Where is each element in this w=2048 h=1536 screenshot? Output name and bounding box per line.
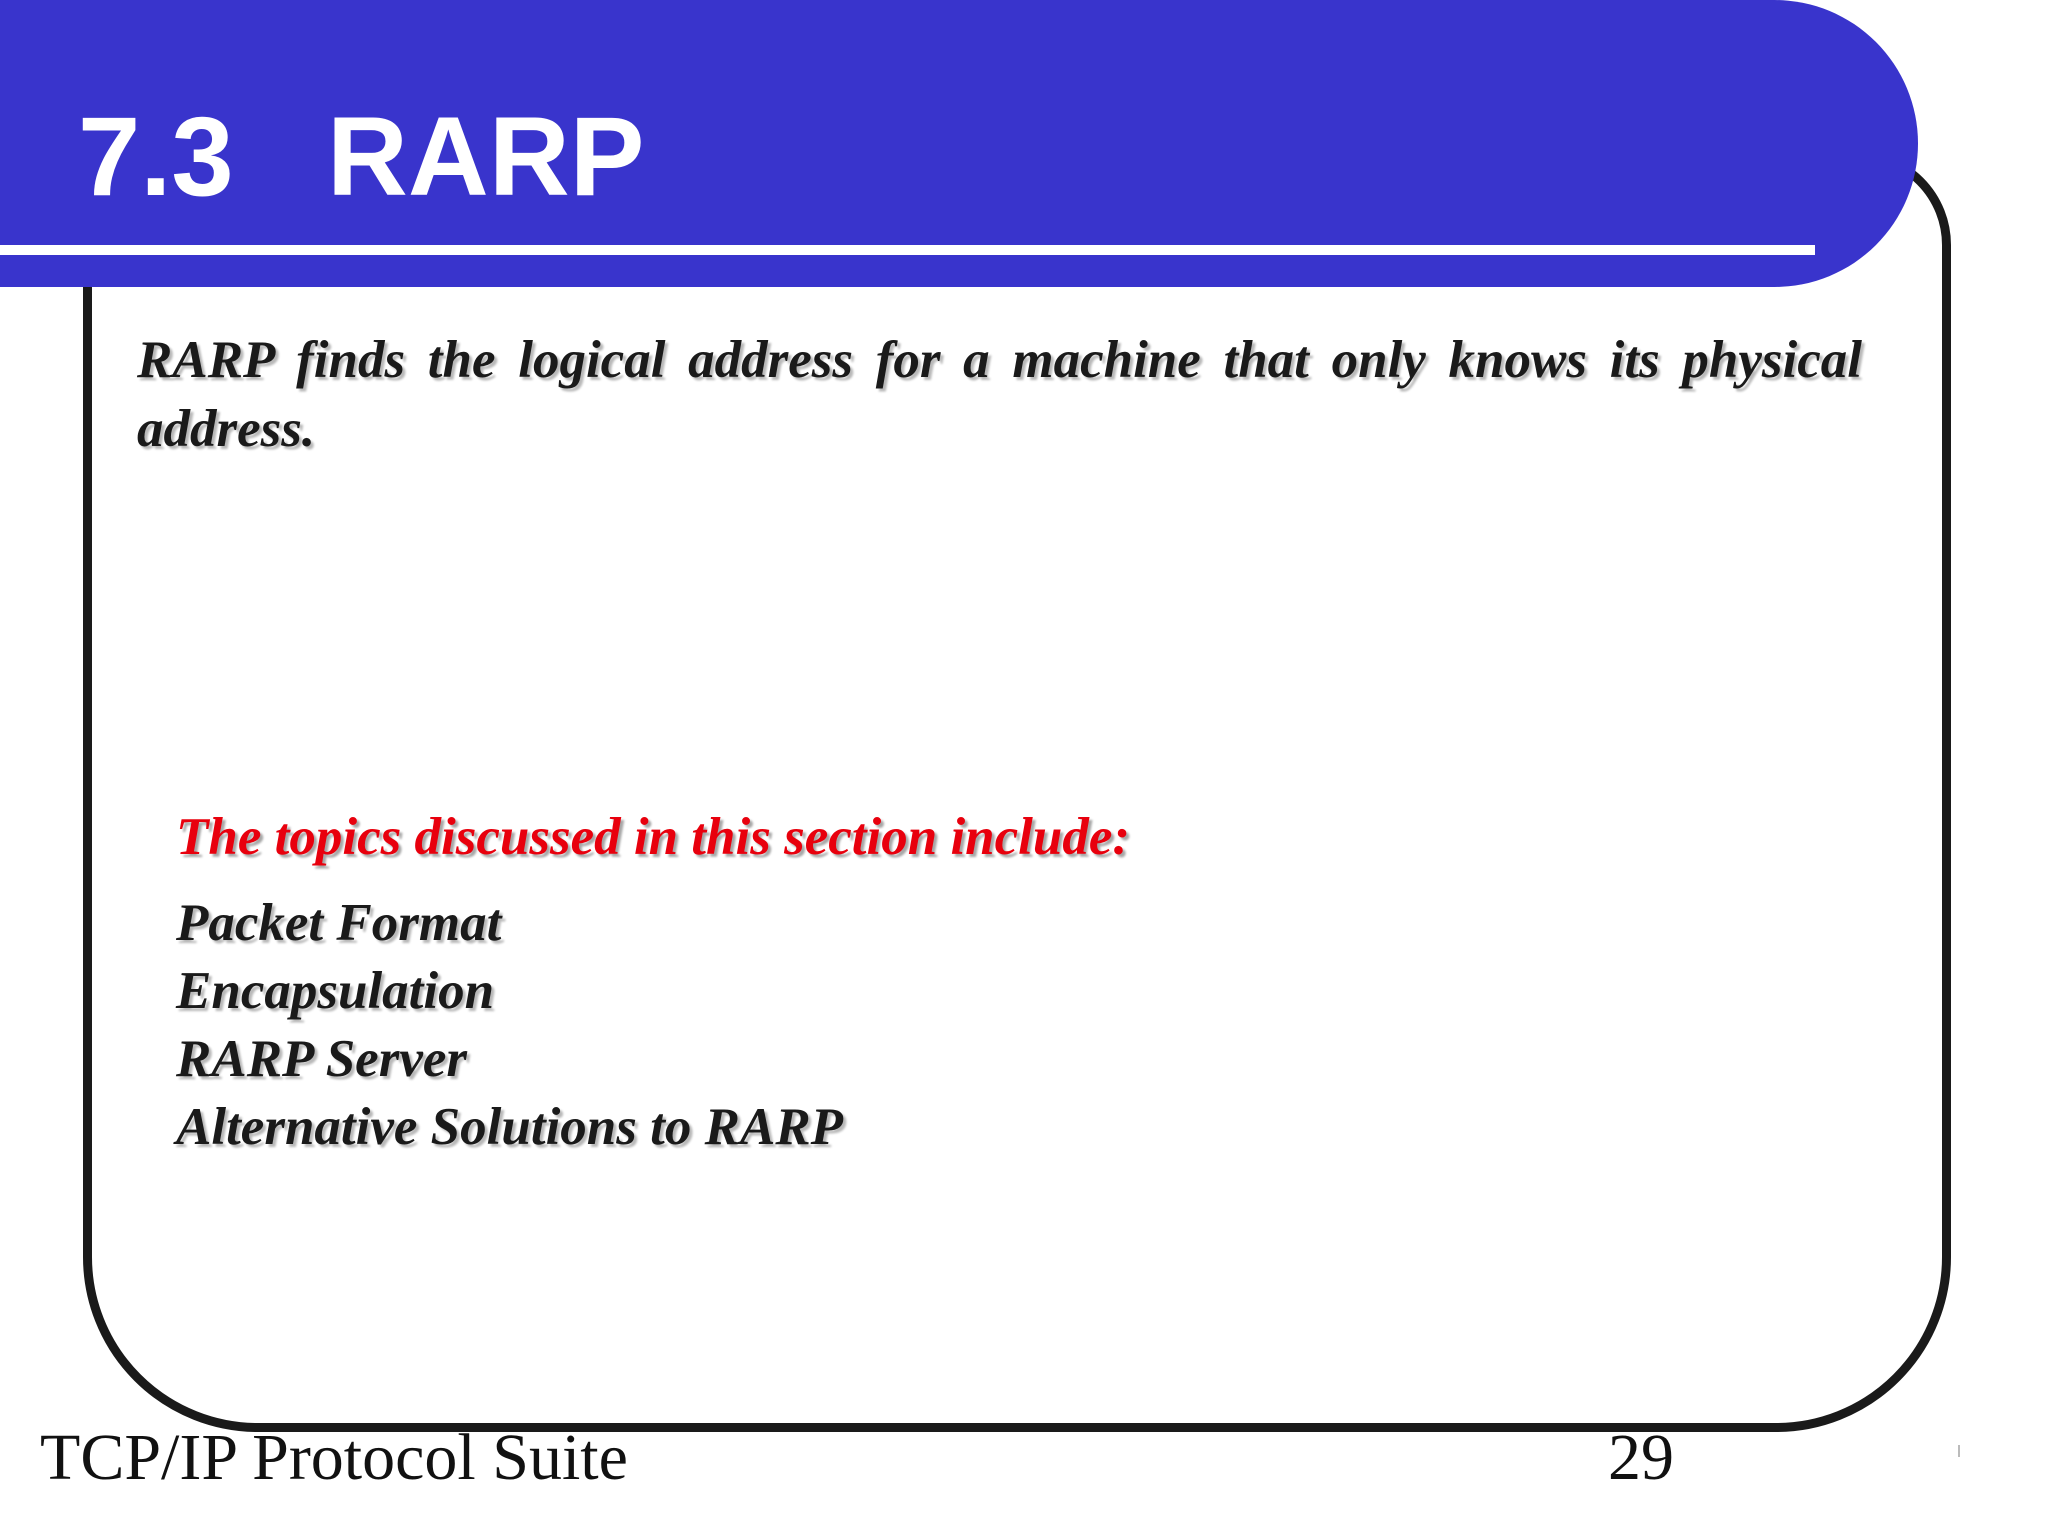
banner-divider: [0, 245, 1815, 255]
corner-mark: [1958, 1445, 1960, 1457]
intro-paragraph: RARP finds the logical address for a machine that only knows its physical address.: [137, 331, 1862, 458]
page-number: 29: [1608, 1421, 1674, 1494]
footer-title: TCP/IP Protocol Suite: [40, 1421, 628, 1494]
topic-item: Encapsulation: [176, 962, 495, 1020]
topic-item: Alternative Solutions to RARP: [176, 1098, 844, 1156]
topic-item: RARP Server: [176, 1030, 468, 1088]
topics-heading: The topics discussed in this section include:: [176, 808, 1131, 866]
topic-item: Packet Format: [176, 894, 502, 952]
slide-title: 7.3 RARP: [78, 94, 645, 219]
topics-list: [176, 889, 843, 1161]
